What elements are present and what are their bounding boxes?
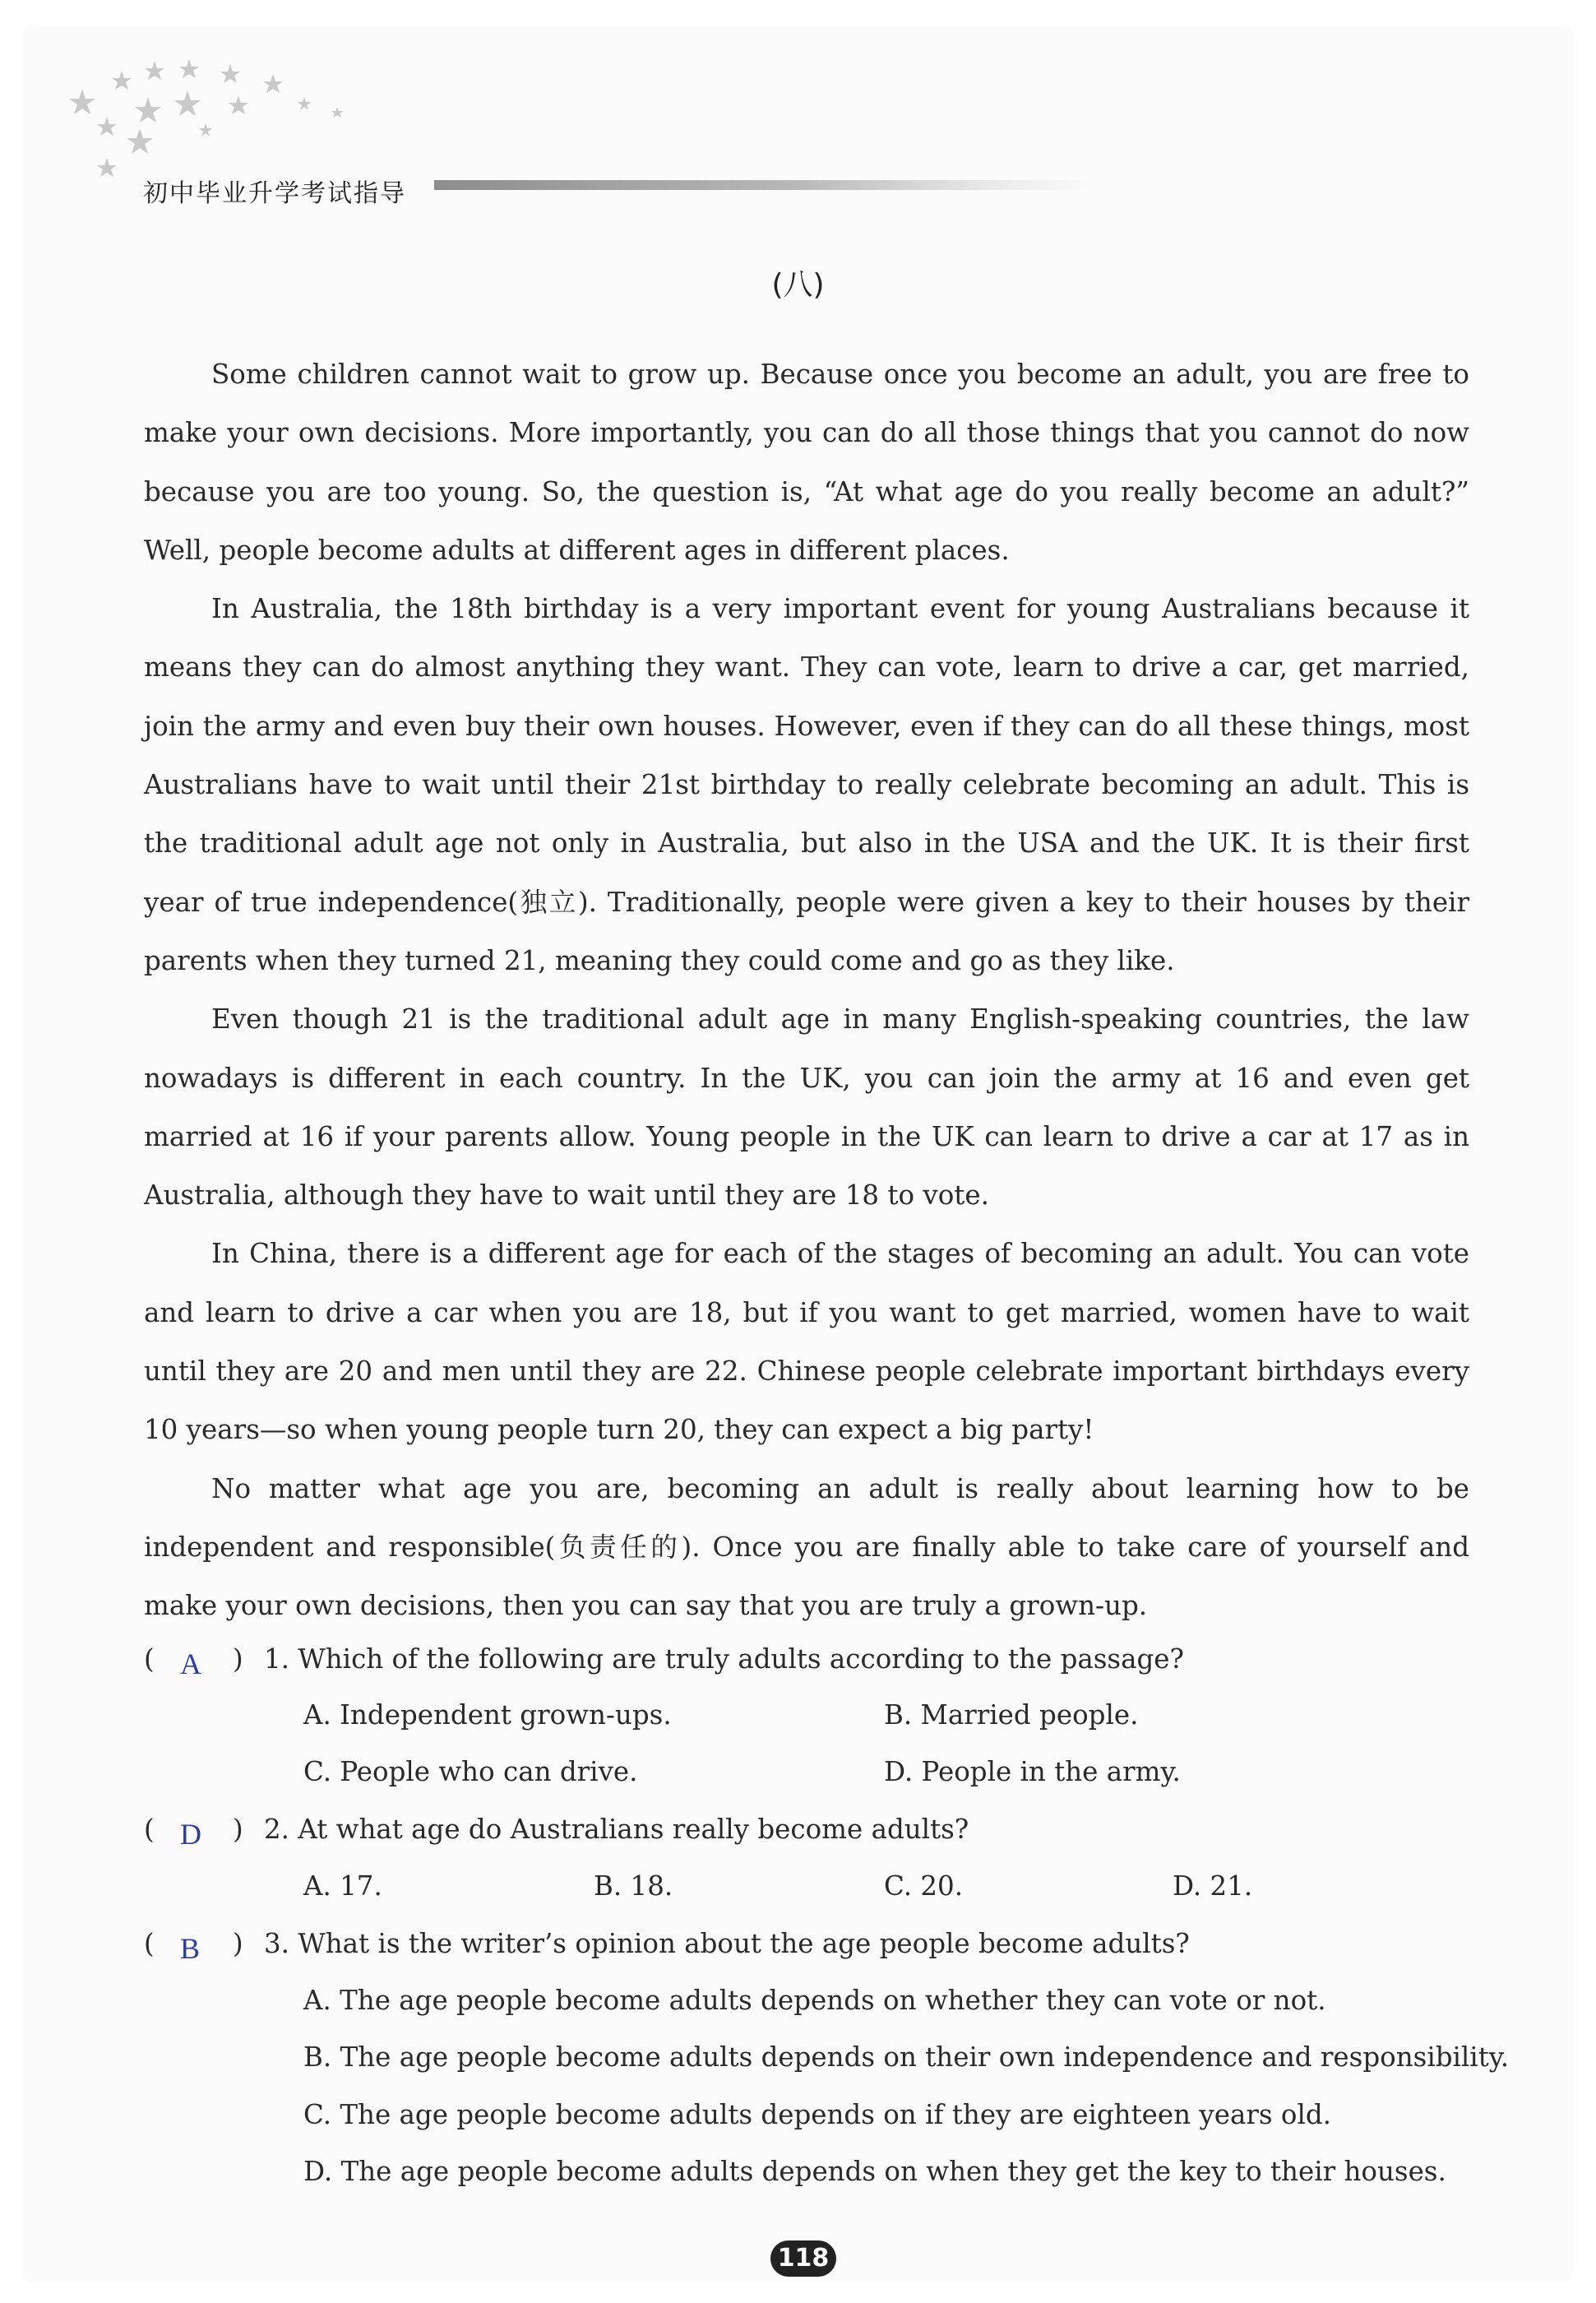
passage-paragraph: Even though 21 is the traditional adult age in many English-speaking countries, the law nowadays is different in each country. In the UK, you can join the army at 16 and even get married at 16 if your parents allow. Young people in the UK can learn to drive a car at 17 as in Australia, although they have to wait until they are 18 to vote. — [144, 1003, 1469, 1212]
answer-mark: B — [180, 1932, 201, 1965]
header-rule — [434, 180, 1092, 190]
passage-paragraph: Some children cannot wait to grow up. Because once you become an adult, you are free to make your own decisions. More importantly, you can do all those things that you cannot do now because you are too young. So, the question is, “At what age do you really become an adult?” Well, people become adults at different ages in different places. — [144, 359, 1469, 566]
question-stem: 1. Which of the following are truly adults according to the passage? — [264, 1643, 1184, 1675]
option-b: B. 18. — [594, 1870, 673, 1902]
answer-bracket-close: ) — [233, 1814, 243, 1845]
option-c: C. People who can drive. — [303, 1756, 638, 1787]
page-number: 118 — [770, 2240, 836, 2277]
passage-paragraph: In Australia, the 18th birthday is a very important event for young Australians because it means they can do almost anything they want. They can vote, learn to drive a car, get married, join the army and even buy their own houses. However, even if they can do all these things, most Australians have to wait until their 21st birthday to really celebrate becoming an adult. This is the traditional adult age not only in Australia, but also in the USA and the UK. It is their first year of true independence(独立). Traditionally, people were given a key to their houses by their parents when they turned 21, meaning they could come and go as they like. — [144, 593, 1469, 976]
answer-bracket-open: ( — [144, 1643, 155, 1675]
passage-paragraph: In China, there is a different age for each of the stages of becoming an adult. You can vote and learn to drive a car when you are 18, but if you want to get married, women have to wait until they are 20 and men until they are 22. Chinese people celebrate important birthdays every 10 years—so when young people turn 20, they can expect a big party! — [144, 1238, 1469, 1446]
header-title: 初中毕业升学考试指导 — [143, 179, 406, 208]
option-d: D. 21. — [1173, 1870, 1253, 1902]
answer-bracket-open: ( — [144, 1814, 155, 1845]
answer-mark: D — [180, 1818, 201, 1851]
option-b: B. Married people. — [884, 1699, 1139, 1731]
question-stem: 2. At what age do Australians really become adults? — [264, 1814, 969, 1845]
option-c: C. 20. — [884, 1870, 964, 1902]
option-a: A. 17. — [303, 1870, 382, 1902]
question-stem: 3. What is the writer’s opinion about the age people become adults? — [264, 1928, 1190, 1959]
option-d: D. People in the army. — [884, 1756, 1181, 1787]
decorative-stars-icon — [58, 49, 452, 189]
answer-bracket-close: ) — [233, 1928, 243, 1959]
passage-paragraph: No matter what age you are, becoming an adult is really about learning how to be independent and responsible(负责任的). Once you are finally able to take care of yourself and make your own decisions, then you can say that you are truly a grown-up. — [144, 1472, 1469, 1622]
option-c: C. The age people become adults depends on if they are eighteen years old. — [303, 2099, 1331, 2130]
option-d: D. The age people become adults depends on when they get the key to their houses. — [303, 2156, 1446, 2187]
option-a: A. The age people become adults depends on whether they can vote or not. — [303, 1985, 1326, 2016]
section-number: (八) — [771, 268, 825, 302]
option-a: A. Independent grown-ups. — [303, 1699, 672, 1731]
option-b: B. The age people become adults depends on their own independence and responsibility. — [303, 2041, 1510, 2073]
answer-bracket-close: ) — [233, 1643, 243, 1675]
answer-mark: A — [180, 1647, 201, 1680]
reading-passage — [144, 345, 1469, 1636]
answer-bracket-open: ( — [144, 1928, 155, 1959]
